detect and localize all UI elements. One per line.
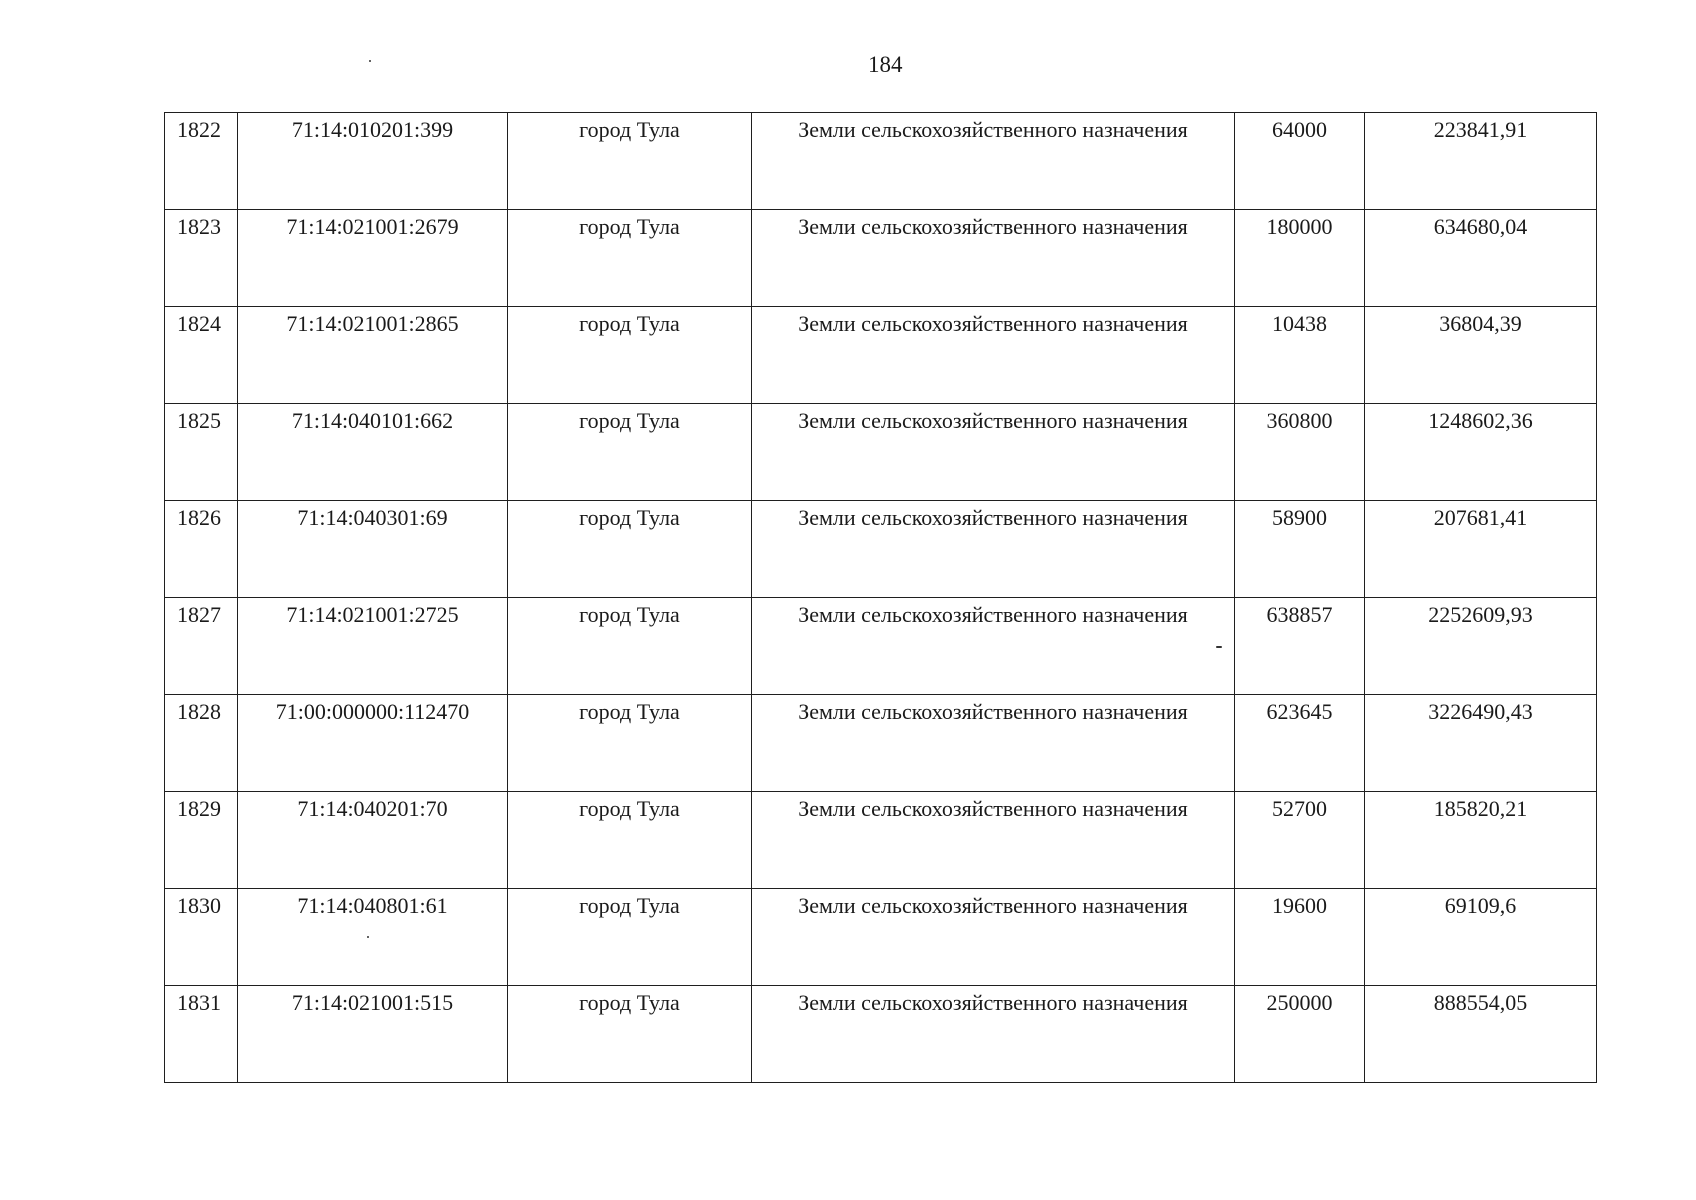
table-row bbox=[165, 695, 1597, 792]
location: город Тула bbox=[508, 695, 752, 792]
cadastral-number: 71:14:021001:2679 bbox=[238, 210, 508, 307]
row-number: 1831 bbox=[165, 986, 238, 1083]
area: 64000 bbox=[1235, 113, 1365, 210]
area: 180000 bbox=[1235, 210, 1365, 307]
area: 52700 bbox=[1235, 792, 1365, 889]
row-number: 1830 bbox=[165, 889, 238, 986]
cadastral-number: 71:14:040301:69 bbox=[238, 501, 508, 598]
row-number: 1826 bbox=[165, 501, 238, 598]
cadastral-value: 3226490,43 bbox=[1365, 695, 1597, 792]
scan-speck bbox=[369, 60, 371, 62]
cadastral-value: 888554,05 bbox=[1365, 986, 1597, 1083]
area: 638857 bbox=[1235, 598, 1365, 695]
table-row bbox=[165, 113, 1597, 210]
cadastral-number: 71:14:021001:515 bbox=[238, 986, 508, 1083]
location: город Тула bbox=[508, 598, 752, 695]
cadastral-number: 71:14:021001:2725 bbox=[238, 598, 508, 695]
area: 623645 bbox=[1235, 695, 1365, 792]
cadastral-value: 1248602,36 bbox=[1365, 404, 1597, 501]
area: 19600 bbox=[1235, 889, 1365, 986]
cadastral-number: 71:14:040801:61 bbox=[238, 889, 508, 986]
land-category: Земли сельскохозяйственного назначения bbox=[752, 307, 1235, 404]
land-category: Земли сельскохозяйственного назначения bbox=[752, 501, 1235, 598]
location: город Тула bbox=[508, 113, 752, 210]
area: 58900 bbox=[1235, 501, 1365, 598]
cadastral-value: 223841,91 bbox=[1365, 113, 1597, 210]
land-category: Земли сельскохозяйственного назначения bbox=[752, 695, 1235, 792]
land-category: Земли сельскохозяйственного назначения bbox=[752, 986, 1235, 1083]
row-number: 1822 bbox=[165, 113, 238, 210]
cadastral-value: 36804,39 bbox=[1365, 307, 1597, 404]
land-category: Земли сельскохозяйственного назначения bbox=[752, 889, 1235, 986]
land-category: Земли сельскохозяйственного назначения bbox=[752, 792, 1235, 889]
row-number: 1824 bbox=[165, 307, 238, 404]
table-row bbox=[165, 501, 1597, 598]
cadastral-value: 207681,41 bbox=[1365, 501, 1597, 598]
table-row bbox=[165, 404, 1597, 501]
cadastral-number: 71:14:021001:2865 bbox=[238, 307, 508, 404]
location: город Тула bbox=[508, 986, 752, 1083]
row-number: 1825 bbox=[165, 404, 238, 501]
table-row bbox=[165, 598, 1597, 695]
location: город Тула bbox=[508, 792, 752, 889]
land-category: Земли сельскохозяйственного назначения bbox=[752, 113, 1235, 210]
cadastral-number: 71:14:040101:662 bbox=[238, 404, 508, 501]
area: 250000 bbox=[1235, 986, 1365, 1083]
table-row bbox=[165, 889, 1597, 986]
table-row bbox=[165, 307, 1597, 404]
page-number: 184 bbox=[868, 52, 903, 77]
location: город Тула bbox=[508, 307, 752, 404]
location: город Тула bbox=[508, 210, 752, 307]
table-row bbox=[165, 986, 1597, 1083]
land-category: Земли сельскохозяйственного назначения bbox=[752, 210, 1235, 307]
cadastral-number: 71:14:010201:399 bbox=[238, 113, 508, 210]
cadastral-value: 634680,04 bbox=[1365, 210, 1597, 307]
cadastral-value: 185820,21 bbox=[1365, 792, 1597, 889]
cadastral-number: 71:14:040201:70 bbox=[238, 792, 508, 889]
row-number: 1823 bbox=[165, 210, 238, 307]
row-number: 1829 bbox=[165, 792, 238, 889]
cadastral-number: 71:00:000000:112470 bbox=[238, 695, 508, 792]
cadastral-value: 69109,6 bbox=[1365, 889, 1597, 986]
area: 360800 bbox=[1235, 404, 1365, 501]
row-number: 1828 bbox=[165, 695, 238, 792]
area: 10438 bbox=[1235, 307, 1365, 404]
table-row bbox=[165, 210, 1597, 307]
cadastral-value: 2252609,93 bbox=[1365, 598, 1597, 695]
location: город Тула bbox=[508, 404, 752, 501]
land-category: Земли сельскохозяйственного назначения bbox=[752, 404, 1235, 501]
land-category: Земли сельскохозяйственного назначения bbox=[752, 598, 1235, 695]
land-plot-table bbox=[164, 112, 1597, 1083]
table-row bbox=[165, 792, 1597, 889]
location: город Тула bbox=[508, 501, 752, 598]
location: город Тула bbox=[508, 889, 752, 986]
row-number: 1827 bbox=[165, 598, 238, 695]
